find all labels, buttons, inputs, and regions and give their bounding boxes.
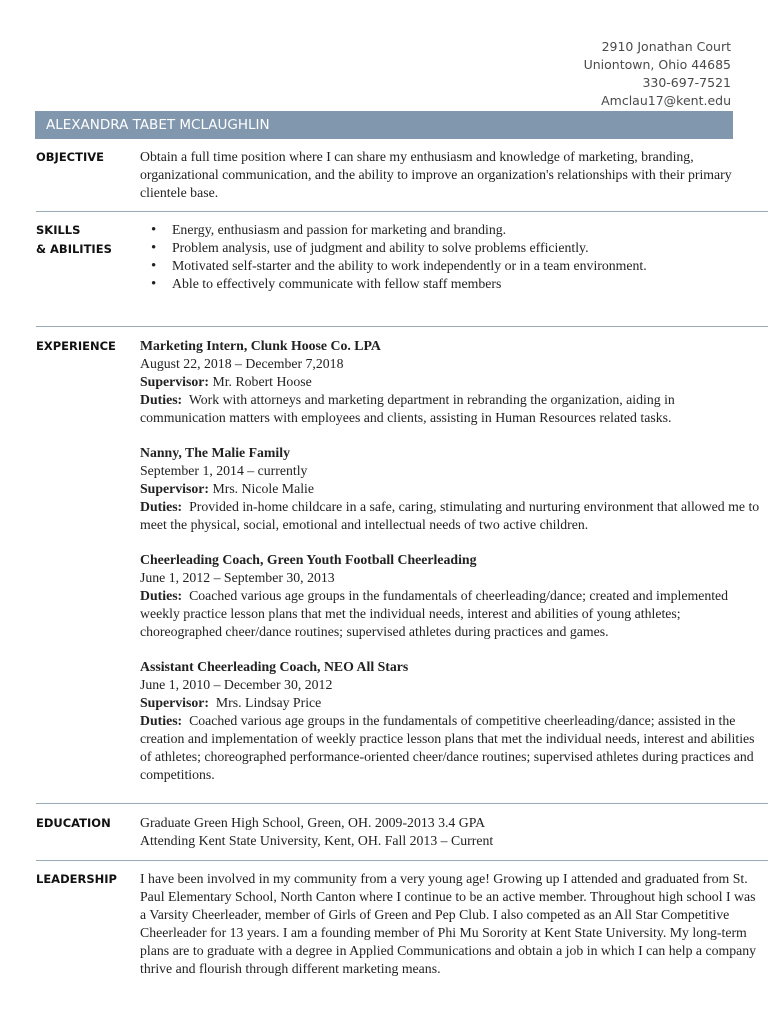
leadership-label: LEADERSHIP (36, 872, 117, 886)
list-item: • Problem analysis, use of judgment and ability to solve problems efficiently. (140, 239, 762, 257)
job-supervisor: Supervisor: Mrs. Lindsay Price (140, 695, 322, 710)
contact-city: Uniontown, Ohio 44685 (583, 57, 731, 72)
section-divider (36, 860, 768, 861)
list-item: • Motivated self-starter and the ability to work independently or in a team environment. (140, 257, 762, 275)
objective-text: Obtain a full time position where I can share my enthusiasm and knowledge of marketing, branding, organizational communication, and the ability to improve an organization's relationships with their primary clientele base. (140, 149, 732, 200)
objective-label: OBJECTIVE (36, 150, 104, 164)
job-dates: June 1, 2012 – September 30, 2013 (140, 570, 335, 585)
job-entry (140, 444, 762, 534)
job-title: Marketing Intern, Clunk Hoose Co. LPA (140, 338, 381, 353)
education-line: Graduate Green High School, Green, OH. 2009-2013 3.4 GPA (140, 815, 486, 830)
contact-phone: 330-697-7521 (642, 75, 731, 90)
leadership-text: I have been involved in my community from a very young age! Growing up I attended and graduated from St. Paul Elementary School, North Canton where I continue to be an active member. Throughout high school I was a Varsity Cheerleader, member of Girls of Green and Pep Club. I also competed as an All Star Competitive Cheerleader for 13 years. I am a founding member of Phi Mu Sorority at Kent State University. My long-term plans are to graduate with a degree in Applied Communications and obtain a job in which I can help a company thrive and flourish through different marketing means. (140, 871, 757, 976)
education-line: Attending Kent State University, Kent, OH. Fall 2013 – Current (140, 833, 494, 848)
job-duties: Duties: Coached various age groups in the fundamentals of cheerleading/dance; created and implemented weekly practice lesson plans that met the individual needs, interest and abilities of young athletes; choreographed cheer/dance routines; supervised athletes during practices and games. (140, 588, 729, 639)
job-title: Nanny, The Malie Family (140, 445, 290, 460)
job-entry (140, 658, 762, 784)
education-label: EDUCATION (36, 816, 111, 830)
job-duties: Duties: Coached various age groups in the fundamentals of competitive cheerleading/dance; assisted in the creation and implementation of weekly practice lesson plans that met the individual needs, interest and abilities of athletes; choreographed performance-oriented cheer/dance routines; supervised athletes during practices and competitions. (140, 713, 755, 782)
list-item: • Energy, enthusiasm and passion for marketing and branding. (140, 221, 762, 239)
section-divider (36, 803, 768, 804)
section-divider (36, 326, 768, 327)
name-banner (35, 111, 733, 139)
job-supervisor: Supervisor: Mr. Robert Hoose (140, 374, 312, 389)
section-divider (36, 211, 768, 212)
contact-email: Amclau17@kent.edu (601, 93, 731, 108)
job-dates: June 1, 2010 – December 30, 2012 (140, 677, 333, 692)
skills-label: SKILLS & ABILITIES (36, 223, 112, 256)
job-title: Assistant Cheerleading Coach, NEO All Stars (140, 659, 409, 674)
contact-street: 2910 Jonathan Court (601, 39, 731, 54)
job-title: Cheerleading Coach, Green Youth Football Cheerleading (140, 552, 477, 567)
job-entry (140, 551, 762, 641)
job-dates: September 1, 2014 – currently (140, 463, 308, 478)
job-supervisor: Supervisor: Mrs. Nicole Malie (140, 481, 314, 496)
skills-list (140, 221, 762, 293)
job-duties: Duties: Provided in-home childcare in a safe, caring, stimulating and nurturing environment that allowed me to meet the physical, social, emotional and intellectual needs of two active children. (140, 499, 760, 532)
job-entry (140, 337, 762, 427)
contact-block (584, 38, 731, 110)
list-item: • Able to effectively communicate with fellow staff members (140, 275, 762, 293)
job-dates: August 22, 2018 – December 7,2018 (140, 356, 344, 371)
experience-label: EXPERIENCE (36, 339, 116, 353)
candidate-name: ALEXANDRA TABET MCLAUGHLIN (46, 117, 270, 133)
job-duties: Duties: Work with attorneys and marketing department in rebranding the organization, aiding in communication matters with employees and clients, assisting in Human Resources related tasks. (140, 392, 675, 425)
